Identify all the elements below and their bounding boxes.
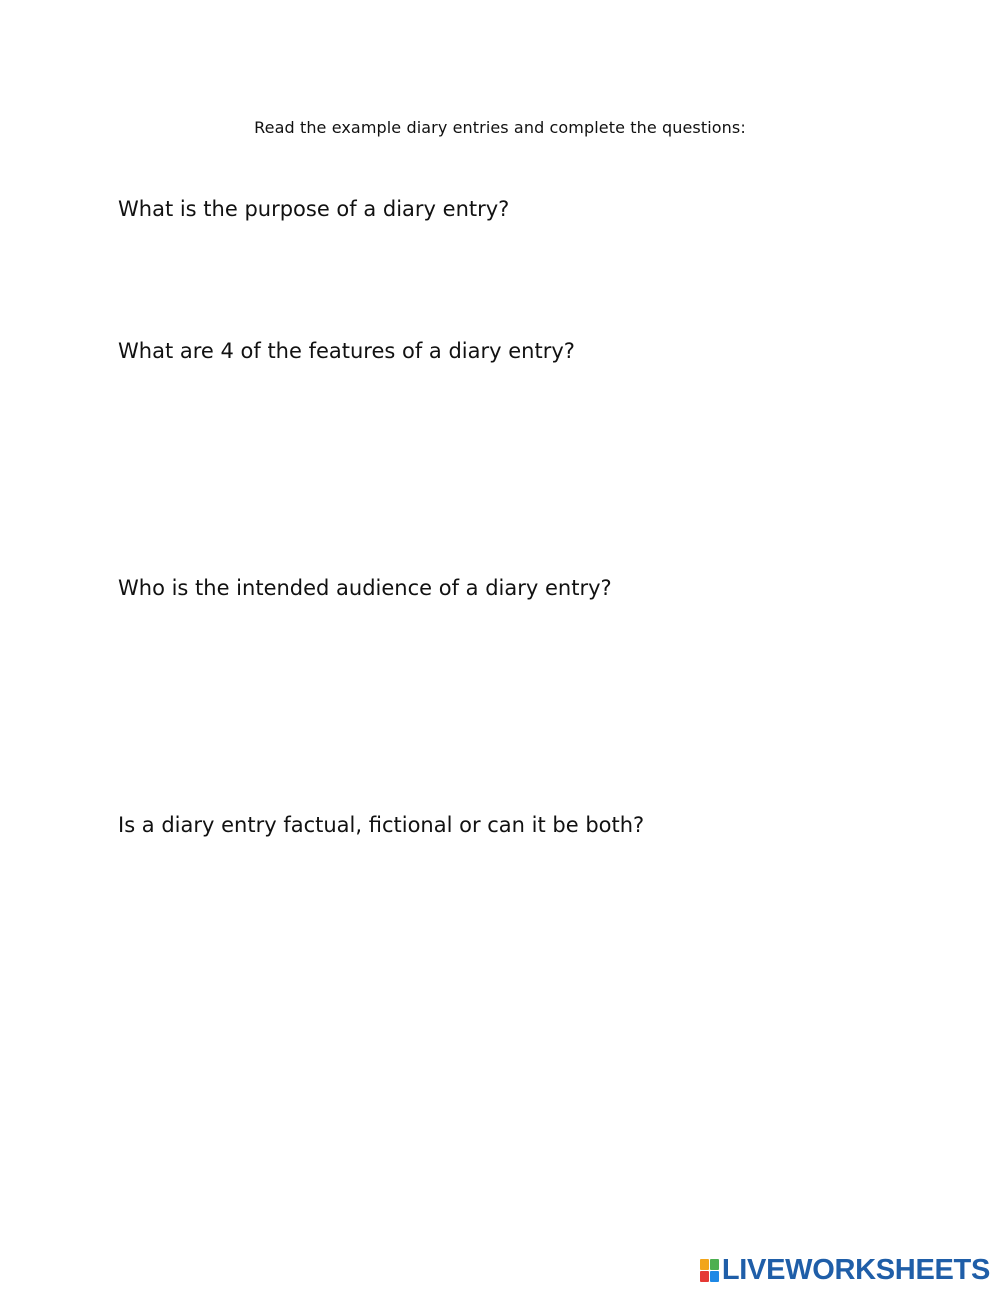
logo-block-4 [710,1271,719,1282]
liveworksheets-watermark [700,1254,990,1286]
logo-block-1 [700,1259,709,1270]
question-3: Who is the intended audience of a diary entry? [118,576,612,600]
liveworksheets-logo-icon [700,1259,719,1282]
instructions-text: Read the example diary entries and complete the questions: [254,118,746,137]
logo-block-2 [710,1259,719,1270]
logo-block-3 [700,1271,709,1282]
brand-name: LIVEWORKSHEETS [721,1253,990,1286]
question-4: Is a diary entry factual, fictional or can it be both? [118,813,645,837]
question-1: What is the purpose of a diary entry? [118,197,510,221]
question-2: What are 4 of the features of a diary entry? [118,339,575,363]
